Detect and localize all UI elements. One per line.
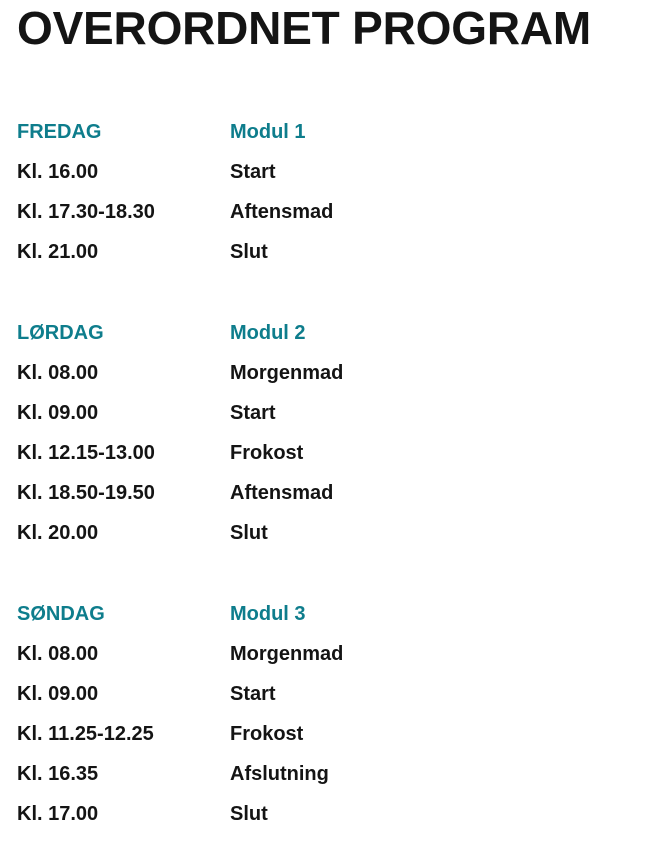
day-heading-row bbox=[17, 320, 617, 360]
day-label: SØNDAG bbox=[17, 603, 105, 625]
page-title: OVERORDNET PROGRAM bbox=[17, 2, 591, 54]
schedule-row bbox=[17, 400, 617, 440]
time-label: Kl. 17.00 bbox=[17, 803, 99, 825]
day-block-lordag bbox=[17, 320, 617, 560]
activity-label: Slut bbox=[230, 522, 268, 544]
time-label: Kl. 12.15-13.00 bbox=[17, 442, 155, 464]
schedule-row bbox=[17, 360, 617, 400]
schedule-row bbox=[17, 801, 617, 841]
activity-label: Frokost bbox=[230, 442, 304, 464]
activity-label: Start bbox=[230, 683, 276, 705]
activity-label: Start bbox=[230, 161, 276, 183]
day-heading-row bbox=[17, 601, 617, 641]
schedule-row bbox=[17, 761, 617, 801]
module-label: Modul 3 bbox=[230, 603, 306, 625]
activity-label: Slut bbox=[230, 241, 268, 263]
time-label: Kl. 17.30-18.30 bbox=[17, 201, 155, 223]
time-label: Kl. 21.00 bbox=[17, 241, 99, 263]
activity-label: Aftensmad bbox=[230, 201, 334, 223]
activity-label: Slut bbox=[230, 803, 268, 825]
schedule-row bbox=[17, 641, 617, 681]
schedule-row bbox=[17, 440, 617, 480]
schedule-row bbox=[17, 159, 617, 199]
activity-label: Aftensmad bbox=[230, 482, 334, 504]
time-label: Kl. 09.00 bbox=[17, 402, 99, 424]
time-label: Kl. 08.00 bbox=[17, 643, 99, 665]
day-label: FREDAG bbox=[17, 121, 102, 143]
day-block-fredag bbox=[17, 119, 617, 279]
activity-label: Morgenmad bbox=[230, 643, 344, 665]
schedule-row bbox=[17, 199, 617, 239]
activity-label: Frokost bbox=[230, 723, 304, 745]
day-block-sondag bbox=[17, 601, 617, 841]
time-label: Kl. 18.50-19.50 bbox=[17, 482, 155, 504]
schedule-row bbox=[17, 721, 617, 761]
activity-label: Start bbox=[230, 402, 276, 424]
time-label: Kl. 08.00 bbox=[17, 362, 99, 384]
time-label: Kl. 16.35 bbox=[17, 763, 99, 785]
day-label: LØRDAG bbox=[17, 322, 104, 344]
schedule-row bbox=[17, 239, 617, 279]
schedule-row bbox=[17, 681, 617, 721]
schedule-row bbox=[17, 480, 617, 520]
module-label: Modul 2 bbox=[230, 322, 306, 344]
time-label: Kl. 20.00 bbox=[17, 522, 99, 544]
module-label: Modul 1 bbox=[230, 121, 306, 143]
time-label: Kl. 11.25-12.25 bbox=[17, 723, 154, 745]
activity-label: Afslutning bbox=[230, 763, 329, 785]
activity-label: Morgenmad bbox=[230, 362, 344, 384]
time-label: Kl. 09.00 bbox=[17, 683, 99, 705]
time-label: Kl. 16.00 bbox=[17, 161, 99, 183]
day-heading-row bbox=[17, 119, 617, 159]
schedule-row bbox=[17, 520, 617, 560]
